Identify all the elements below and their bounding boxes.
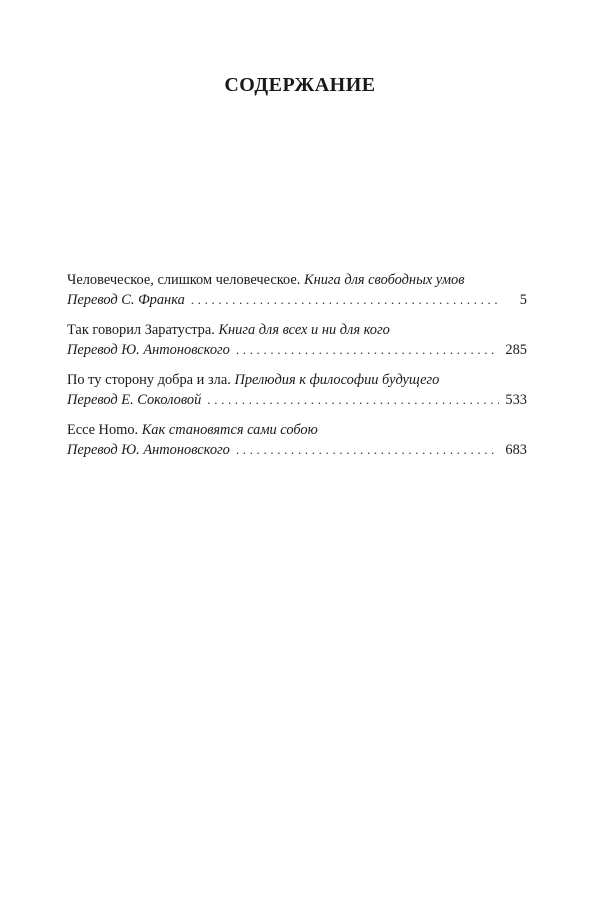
entry-title: Ecce Homo. [67,422,139,438]
entry-title: Так говорил Заратустра. [67,322,215,338]
entry-subtitle: Книга для свободных умов [304,272,465,288]
toc-entry-beyond-good-and-evil[interactable] [67,370,527,410]
entry-title-line [67,270,527,290]
dot-leader [236,340,499,360]
entry-translator-line [67,290,527,310]
entry-page-number: 285 [505,342,527,358]
entry-subtitle: Прелюдия к философии будущего [234,372,440,388]
entry-page-number: 5 [519,292,527,308]
entry-title-line [67,370,527,390]
entry-subtitle: Как становятся сами собою [141,422,318,438]
entry-translator: Перевод Е. Соколовой [67,392,202,408]
dot-leader [236,440,499,460]
entry-translator-line [67,440,527,460]
page-title: СОДЕРЖАНИЕ [224,74,376,96]
dot-leader [191,290,499,310]
entry-title: Человеческое, слишком человеческое. [67,272,301,288]
toc-entry-zarathustra[interactable] [67,320,527,360]
entry-translator: Перевод С. Франка [67,292,185,308]
entry-translator-line [67,390,527,410]
entry-page-number: 533 [505,392,527,408]
entry-page-number: 683 [505,442,527,458]
entry-title: По ту сторону добра и зла. [67,372,231,388]
entry-translator: Перевод Ю. Антоновского [67,342,230,358]
toc-entry-human-all-too-human[interactable] [67,270,527,310]
entry-title-line [67,420,527,440]
entry-translator-line [67,340,527,360]
entry-subtitle: Книга для всех и ни для кого [218,322,390,338]
dot-leader [207,390,499,410]
table-of-contents [67,270,527,470]
entry-title-line [67,320,527,340]
toc-entry-ecce-homo[interactable] [67,420,527,460]
entry-translator: Перевод Ю. Антоновского [67,442,230,458]
